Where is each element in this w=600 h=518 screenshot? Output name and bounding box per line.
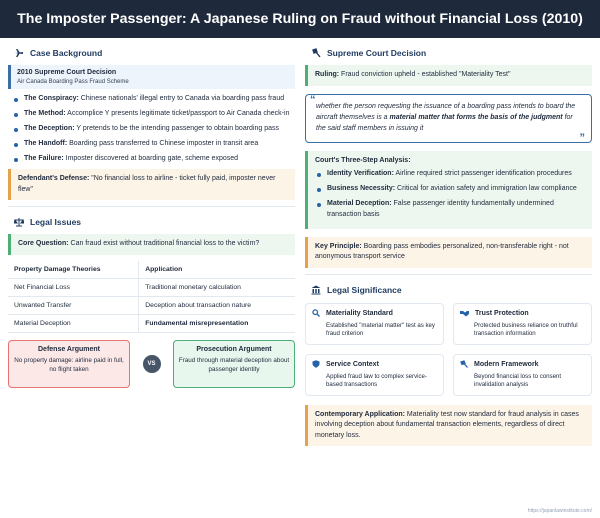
table-cell: Deception about transaction nature [139, 296, 295, 314]
prosecution-argument-text: Fraud through material deception about passenger identity [178, 356, 290, 373]
open-quote-mark: “ [310, 93, 316, 106]
table-cell: Material Deception [8, 314, 139, 332]
footer-url: https://japanlawinstitute.com/ [527, 508, 592, 514]
list-item: The Conspiracy: Chinese nationals' illegal entry to Canada via boarding pass fraud [14, 94, 295, 105]
key-principle-box: Key Principle: Boarding pass embodies personalized, non-transferable right - not anonymous transport service [305, 237, 592, 268]
table-row [8, 296, 295, 314]
divider [305, 274, 592, 275]
table-cell: Net Financial Loss [8, 278, 139, 296]
analysis-title: Court's Three-Step Analysis: [315, 156, 411, 164]
table-cell: Traditional monetary calculation [139, 278, 295, 296]
significance-card: Modern Framework Beyond financial loss to consent invalidation analysis [453, 354, 592, 396]
left-column [8, 44, 295, 388]
table-row [8, 278, 295, 296]
case-subtitle: Air Canada Boarding Pass Fraud Scheme [17, 79, 129, 85]
column-header: Application [139, 261, 295, 279]
handshake-icon [460, 309, 469, 319]
column-header: Property Damage Theories [8, 261, 139, 279]
defense-argument-text: No property damage: airline paid in full, no flight taken [14, 356, 124, 373]
list-item: The Deception: Y pretends to be the intending passenger to obtain boarding pass [14, 124, 295, 135]
table-cell: Fundamental misrepresentation [139, 314, 295, 332]
airplane-icon [14, 48, 24, 58]
close-quote-mark: ” [579, 131, 585, 144]
argument-comparison [8, 340, 295, 388]
table-header-row [8, 261, 295, 279]
legal-issues-heading: Legal Issues [8, 213, 295, 231]
significance-grid [305, 303, 592, 396]
damage-theories-table [8, 261, 295, 333]
analysis-steps [315, 169, 585, 220]
table-row [8, 314, 295, 332]
defense-argument-title: Defense Argument [38, 345, 100, 353]
shield-icon [312, 360, 320, 370]
ruling-box: Ruling: Fraud conviction upheld - established "Materiality Test" [305, 65, 592, 86]
supreme-court-decision-heading: Supreme Court Decision [305, 44, 592, 62]
case-title: 2010 Supreme Court Decision [17, 69, 117, 76]
prosecution-argument-title: Prosecution Argument [196, 345, 272, 353]
significance-card: Trust Protection Protected business reliance on truthful transaction information [453, 303, 592, 345]
list-item: Identity Verification: Airline required strict passenger identification procedures [317, 169, 585, 180]
list-item: The Failure: Imposter discovered at boarding gate, scheme exposed [14, 154, 295, 165]
list-item: The Handoff: Boarding pass transferred to Chinese imposter in transit area [14, 139, 295, 150]
divider [8, 206, 295, 207]
vs-badge: VS [143, 355, 161, 373]
balance-icon [14, 217, 24, 227]
case-background-heading: Case Background [8, 44, 295, 62]
right-column [305, 44, 592, 446]
gavel-icon [311, 48, 321, 58]
court-quote: “ whether the person requesting the issuance of a boarding pass intends to board the aircraft themselves is a material matter that forms the basis of the judgment for the said staff members in issuing it ” [305, 94, 592, 143]
list-item: Material Deception: False passenger identity fundamentally undermined transaction basis [317, 199, 585, 220]
defense-box: Defendant's Defense: "No financial loss to airline - ticket fully paid, imposter never flew" [8, 169, 295, 200]
legal-significance-heading: Legal Significance [305, 281, 592, 299]
defense-argument-card [8, 340, 130, 388]
page-title: The Imposter Passenger: A Japanese Ruling on Fraud without Financial Loss (2010) [0, 0, 600, 38]
list-item: The Method: Accomplice Y presents legitimate ticket/passport to Air Canada check-in [14, 109, 295, 120]
gavel-icon [460, 360, 468, 370]
case-summary-box [8, 65, 295, 89]
prosecution-argument-card [173, 340, 295, 388]
list-item: Business Necessity: Critical for aviation safety and immigration law compliance [317, 184, 585, 195]
analysis-box [305, 151, 592, 229]
contemporary-application-box: Contemporary Application: Materiality test now standard for fraud analysis in cases involving deception about fundamental transaction elements, regardless of direct monetary loss. [305, 405, 592, 447]
table-cell: Unwanted Transfer [8, 296, 139, 314]
significance-card: Service Context Applied fraud law to complex service-based transactions [305, 354, 444, 396]
facts-list [8, 94, 295, 165]
search-icon [312, 309, 320, 319]
core-question-box: Core Question: Can fraud exist without traditional financial loss to the victim? [8, 234, 295, 255]
building-icon [311, 285, 321, 295]
significance-card: Materiality Standard Established "material matter" test as key fraud criterion [305, 303, 444, 345]
